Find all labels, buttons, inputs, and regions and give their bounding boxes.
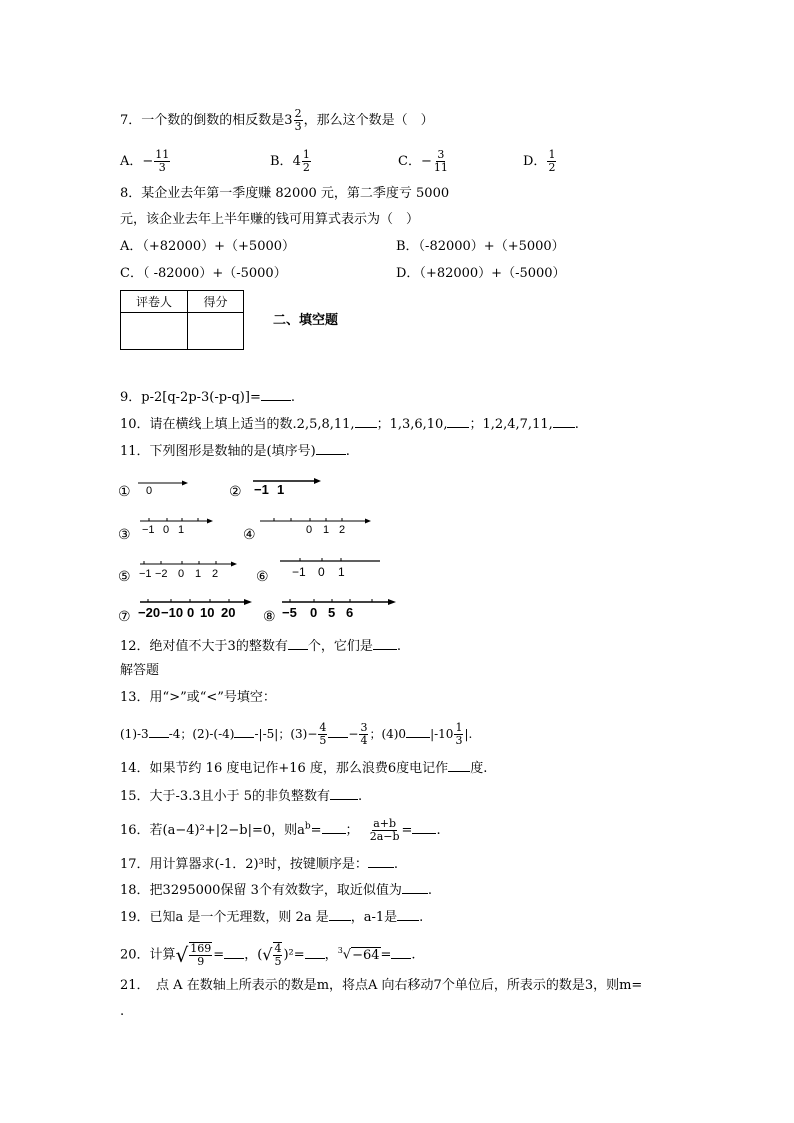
fig8-label-0: 0: [310, 605, 318, 620]
reviewer-header: 评卷人: [121, 291, 188, 313]
q7-option-d[interactable]: D． $\frac{1}{2}$: [523, 148, 556, 174]
q21: 21． 点 A 在数轴上所表示的数是m，将点A 向右移动7个单位后，所表示的数是3，则m=: [120, 978, 643, 993]
q12: 12．绝对值不大于3的整数有 个，它们是 .: [120, 639, 401, 654]
fig5-label-0: 0: [178, 568, 185, 580]
q20-blank-2[interactable]: [305, 946, 325, 959]
number-line-figure-4: [258, 514, 378, 536]
q17: 17．用计算器求(-1．2)³时，按键顺序是： .: [120, 857, 398, 872]
q13-blank-4[interactable]: [406, 725, 430, 738]
q8-line1: 8．某企业去年第一季度赚 82000 元，第二季度亏 5000: [120, 186, 450, 201]
fig-marker-8: ⑧: [263, 609, 276, 625]
q9: 9．p-2[q-2p-3(-p-q)]= .: [120, 390, 295, 405]
q8-line2: 元，该企业去年上半年赚的钱可用算式表示为（ ）: [120, 212, 420, 227]
section-title: 二、填空题: [273, 313, 339, 328]
q20: 20．计算√ $\frac{169}{9}$ = ，(√ $\frac{4}{5}$ )²= ，$^3$√−64= .: [120, 942, 416, 968]
q14: 14．如果节约 16 度电记作+16 度，那么浪费6度电记作 度.: [120, 761, 488, 776]
fig4-label-0: 0: [306, 524, 313, 536]
number-line-figure-1: [136, 476, 192, 496]
q16-blank-2[interactable]: [412, 821, 436, 834]
q13-blank-3[interactable]: [328, 725, 348, 738]
reviewer-cell: [121, 313, 188, 350]
number-line-figure-2: [250, 474, 325, 496]
number-line-figure-7: [138, 596, 258, 622]
fig5-label-2: 2: [212, 568, 219, 580]
q20-blank-1[interactable]: [224, 946, 244, 959]
q7-option-b[interactable]: B．4 $\frac{1}{2}$: [270, 148, 310, 174]
number-line-figure-6: [272, 553, 384, 579]
q16-blank-1[interactable]: [322, 821, 346, 834]
q15: 15．大于-3.3且小于 5的非负整数有 .: [120, 789, 363, 804]
fig6-label-0: 0: [318, 565, 325, 579]
fig-marker-3: ③: [118, 527, 131, 543]
q10-blank-1[interactable]: [355, 415, 377, 428]
fig5-label-neg2: −2: [155, 568, 168, 580]
q7-option-a[interactable]: A．− $\frac{11}{3}$: [120, 148, 170, 174]
q14-blank[interactable]: [448, 759, 470, 772]
fig7-label-0: 0: [187, 605, 195, 620]
score-cell: [188, 313, 244, 350]
q12-blank-2[interactable]: [373, 637, 397, 650]
q15-blank[interactable]: [330, 787, 358, 800]
fig8-label-neg5: −5: [282, 605, 297, 620]
number-line-figure-3: [138, 514, 218, 536]
score-header: 得分: [188, 291, 244, 313]
q13-blank-2[interactable]: [234, 725, 254, 738]
q13-title: 13．用“>”或“<”号填空：: [120, 690, 276, 705]
score-table: [120, 290, 244, 350]
fig-marker-5: ⑤: [118, 569, 131, 585]
fig7-label-10: 10: [200, 605, 215, 620]
fig8-label-5: 5: [328, 605, 336, 620]
q17-blank[interactable]: [368, 855, 394, 868]
q12-blank-1[interactable]: [288, 637, 308, 650]
q13-parts: (1)-3 -4；(2)-(-4) -|-5|；(3)− $\frac{4}{5}$ − $\frac{3}{4}$ ；(4)0 |-10 $\frac{1}{3}$ |.: [120, 721, 473, 747]
q18: 18．把3295000保留 3个有效数字，取近似值为 .: [120, 883, 432, 898]
fig1-label: 0: [146, 485, 153, 497]
fig-marker-1: ①: [118, 484, 131, 500]
fig-marker-6: ⑥: [256, 569, 269, 585]
fig3-label-1: 1: [178, 524, 185, 536]
q7-option-c[interactable]: C．− $\frac{3}{11}$: [398, 148, 448, 174]
fig4-label-2: 2: [339, 524, 346, 536]
fig-marker-2: ②: [229, 484, 242, 500]
fig6-label-neg1: −1: [292, 565, 306, 579]
q11-blank[interactable]: [316, 442, 346, 455]
q11: 11．下列图形是数轴的是(填序号) .: [120, 444, 350, 459]
fig6-label-1: 1: [338, 565, 345, 579]
q10-blank-3[interactable]: [553, 415, 575, 428]
q18-blank[interactable]: [402, 881, 428, 894]
q8-option-d[interactable]: D．（+82000）+（-5000）: [396, 266, 566, 281]
q19-blank-1[interactable]: [329, 908, 351, 921]
q10-blank-2[interactable]: [447, 415, 469, 428]
fig7-label-neg20: −20: [138, 605, 161, 620]
fig-marker-7: ⑦: [118, 609, 131, 625]
q8-option-b[interactable]: B．（-82000）+（+5000）: [396, 239, 565, 254]
q20-blank-3[interactable]: [391, 946, 411, 959]
q19: 19．已知a 是一个无理数，则 2a 是 ，a-1是 .: [120, 910, 424, 925]
q9-blank[interactable]: [261, 388, 291, 401]
q13-blank-1[interactable]: [149, 725, 169, 738]
fig2-label-1: 1: [277, 482, 285, 497]
q19-blank-2[interactable]: [397, 908, 419, 921]
q8-option-a[interactable]: A．（+82000）+（+5000）: [120, 239, 296, 254]
fig-marker-4: ④: [243, 527, 256, 543]
fig3-label-neg1: −1: [142, 524, 155, 536]
fig5-label-neg1: −1: [139, 568, 152, 580]
number-line-figure-5: [138, 557, 243, 581]
q21-line2: .: [120, 1004, 125, 1019]
number-line-figure-8: [280, 596, 402, 622]
fig8-label-6: 6: [346, 605, 354, 620]
fig3-label-0: 0: [163, 524, 170, 536]
fig7-label-20: 20: [221, 605, 236, 620]
fig5-label-1: 1: [195, 568, 202, 580]
q8-option-c[interactable]: C．（ -82000）+（-5000）: [120, 266, 287, 281]
fig7-label-neg10: −10: [161, 605, 184, 620]
q7-stem: 7．一个数的倒数的相反数是3 $\frac{2}{3}$ ，那么这个数是（ ）: [120, 107, 434, 133]
fig4-label-1: 1: [323, 524, 330, 536]
q16: 16．若(a−4)²+|2−b|=0，则$a^b=$ ； $\frac{a+b}{2a-b}$ = .: [120, 817, 441, 843]
q10: 10．请在横线上填上适当的数.2,5,8,11, ；1,3,6,10, ；1,2,4,7,11, .: [120, 417, 579, 432]
answer-section-heading: 解答题: [120, 663, 160, 678]
fig2-label-neg1: −1: [254, 482, 269, 497]
